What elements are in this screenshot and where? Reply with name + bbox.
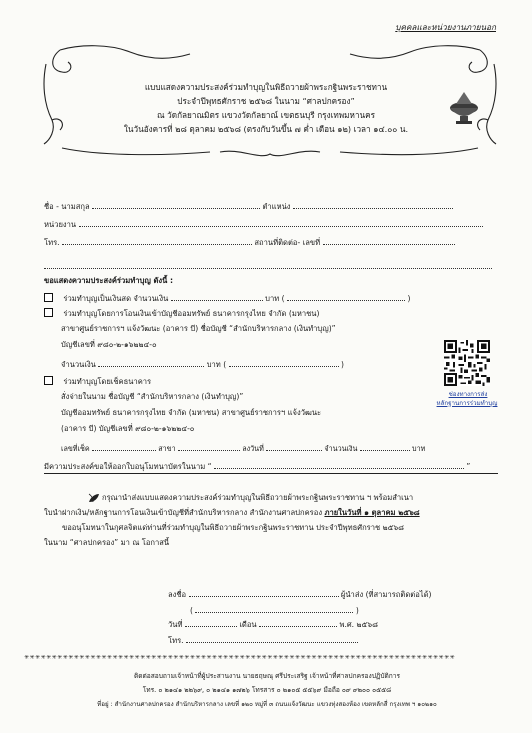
- note-line-2-text: ใบนำฝากเงิน/หลักฐานการโอนเงินเข้าบัญชีที่สำนักบริหารกลาง สำนักงานศาลปกครอง: [44, 508, 325, 517]
- receipt-close-quote: ”: [466, 462, 471, 471]
- sign-row: [168, 588, 431, 600]
- cheque-date-label: ลงวันที่: [242, 444, 264, 453]
- address-continuation-field[interactable]: [44, 254, 492, 273]
- cheque-baht-label: บาท: [412, 444, 426, 453]
- note-line-2: [44, 508, 420, 518]
- cheque-branch-label: สาขา: [158, 444, 176, 453]
- agency-field[interactable]: [79, 218, 483, 227]
- year-label: พ.ศ. ๒๕๖๘: [339, 620, 378, 629]
- note-deadline: ภายในวันที่ ๑ ตุลาคม ๒๕๖๘: [324, 508, 420, 517]
- transfer-amount-field[interactable]: [98, 358, 204, 367]
- cheque-no-field[interactable]: [92, 442, 156, 451]
- cash-option-row: [44, 292, 410, 304]
- cheque-line-1: ร่วมทำบุญโดยเช็คธนาคาร: [63, 377, 152, 386]
- sign-label: ลงชื่อ: [168, 590, 187, 599]
- printed-name-close: ): [355, 606, 359, 615]
- note-line-3: ขออนุโมทนาในกุศลจิตแด่ท่านที่ร่วมทำบุญในพิธีถวายผ้าพระกฐินพระราชทาน ประจำปีพุทธศักราช ๒๕๖๘: [62, 523, 405, 532]
- note-line-4: ในนาม “ศาลปกครอง” มา ณ โอกาสนี้: [44, 538, 170, 547]
- month-label: เดือน: [239, 620, 257, 629]
- sign-field[interactable]: [189, 588, 339, 597]
- cheque-option-row: [44, 376, 151, 387]
- sign-phone-label: โทร.: [168, 636, 184, 645]
- receipt-label: มีความประสงค์ขอให้ออกใบอนุโมทนาบัตรในนาม “: [44, 462, 212, 471]
- transfer-baht-label: บาท (: [206, 360, 227, 369]
- phone-field[interactable]: [62, 236, 252, 245]
- cheque-amount-label: จำนวนเงิน: [324, 444, 358, 453]
- phone-label: โทร.: [44, 238, 60, 247]
- printed-name-row: [190, 604, 359, 616]
- receipt-name-field[interactable]: [214, 460, 464, 469]
- agency-label: หน่วยงาน: [44, 220, 77, 229]
- form-subtitle-venue: ณ วัดกัลยาณมิตร แขวงวัดกัลยาณ์ เขตธนบุรี กรุงเทพมหานคร: [156, 110, 376, 120]
- qr-caption-line-1: ช่องทางการส่ง: [448, 391, 488, 398]
- cash-close-paren: ): [407, 294, 411, 303]
- form-subtitle-date: ในวันอังคารที่ ๒๘ ตุลาคม ๒๕๖๘ (ตรงกับวันขึ้น ๗ ค่ำ เดือน ๑๒) เวลา ๑๔.๐๐ น.: [123, 124, 409, 134]
- leaf-ornament-icon: [88, 493, 100, 503]
- agency-row: [44, 218, 483, 230]
- recipient-type-label: บุคคลและหน่วยงานภายนอก: [395, 22, 496, 32]
- footer-phone: โทร. ๐ ๒๑๔๑ ๒๒๖๙, ๐ ๒๑๔๑ ๑๗๒๖ โทรสาร ๐ ๒๑๐๕ ๕๕๖๙ มือถือ ๐๙ ๙๒๐๐ ๐๕๕๘: [142, 686, 392, 694]
- receipt-name-row: [44, 460, 470, 472]
- position-label: ตำแหน่ง: [262, 202, 291, 211]
- cash-label: ร่วมทำบุญเป็นเงินสด จำนวนเงิน: [63, 294, 169, 303]
- address-field[interactable]: [323, 236, 455, 245]
- name-label: ชื่อ - นามสกุล: [44, 202, 90, 211]
- name-row: [44, 200, 453, 212]
- month-field[interactable]: [259, 618, 337, 627]
- star-divider: ✳✳✳✳✳✳✳✳✳✳✳✳✳✳✳✳✳✳✳✳✳✳✳✳✳✳✳✳✳✳✳✳✳✳✳✳✳✳✳✳✳✳✳✳✳✳✳✳✳✳✳✳✳✳✳✳✳✳✳✳✳✳✳✳✳✳✳✳✳✳✳✳✳✳✳✳✳✳: [24, 655, 456, 661]
- transfer-option-row: [44, 308, 319, 319]
- sign-phone-field[interactable]: [186, 634, 358, 643]
- printed-name-field[interactable]: [195, 604, 353, 613]
- note-line-1: กรุณานำส่งแบบแสดงความประสงค์ร่วมทำบุญในพิธีถวายผ้าพระกฐินพระราชทาน ฯ พร้อมสำเนา: [102, 493, 414, 502]
- address-label: สถานที่ติดต่อ- เลขที่: [254, 238, 321, 247]
- form-title: แบบแสดงความประสงค์ร่วมทำบุญในพิธีถวายผ้าพระกฐินพระราชทาน: [144, 82, 388, 92]
- cheque-bank: บัญชีออมทรัพย์ ธนาคารกรุงไทย จำกัด (มหาชน) สาขาศูนย์ราชการฯ แจ้งวัฒนะ: [61, 408, 322, 417]
- transfer-amount-words-field[interactable]: [229, 358, 339, 367]
- day-field[interactable]: [185, 618, 237, 627]
- transfer-line-2: สาขาศูนย์ราชการฯ แจ้งวัฒนะ (อาคาร บี) ชื่อบัญชี “สำนักบริหารกลาง (เงินทำบุญ)”: [61, 324, 336, 333]
- transfer-line-1: ร่วมทำบุญโดยการโอนเงินเข้าบัญชีออมทรัพย์ ธนาคารกรุงไทย จำกัด (มหาชน): [63, 309, 320, 318]
- cash-amount-field[interactable]: [171, 292, 263, 301]
- qr-caption-line-2: หลักฐานการร่วมทำบุญ: [436, 400, 498, 407]
- donation-intro: ขอแสดงความประสงค์ร่วมทำบุญ ดังนี้ :: [44, 276, 173, 285]
- section-divider: [44, 473, 498, 474]
- cheque-branch-field[interactable]: [178, 442, 240, 451]
- cheque-payee: สั่งจ่ายในนาม ชื่อบัญชี “สำนักบริหารกลาง (เงินทำบุญ)”: [61, 392, 244, 401]
- phone-address-row: [44, 236, 455, 248]
- cash-amount-words-field[interactable]: [287, 292, 405, 301]
- cash-checkbox[interactable]: [44, 293, 53, 302]
- transfer-amount-row: [61, 358, 344, 370]
- position-field[interactable]: [293, 200, 453, 209]
- offering-bowl-emblem-icon: [444, 88, 484, 128]
- form-subtitle-year: ประจำปีพุทธศักราช ๒๕๖๘ ในนาม “ศาลปกครอง”: [177, 96, 355, 106]
- transfer-close-paren: ): [341, 360, 344, 369]
- date-row: [168, 618, 378, 630]
- date-label: วันที่: [168, 620, 183, 629]
- cheque-date-field[interactable]: [266, 442, 322, 451]
- cheque-account-number: (อาคาร บี) บัญชีเลขที่ ๙๘๐-๒-๑๖๒๒๔-๐: [61, 424, 195, 433]
- cheque-details-row: [61, 442, 425, 454]
- transfer-checkbox[interactable]: [44, 308, 53, 317]
- sign-phone-row: [168, 634, 358, 646]
- cheque-checkbox[interactable]: [44, 376, 53, 385]
- transfer-account-number: บัญชีเลขที่ ๙๘๐-๒-๑๖๒๒๔-๐: [61, 340, 157, 349]
- cheque-no-label: เลขที่เช็ค: [61, 444, 90, 453]
- printed-name-open: (: [190, 606, 193, 615]
- name-field[interactable]: [92, 200, 260, 209]
- transfer-amount-label: จำนวนเงิน: [61, 360, 96, 369]
- cheque-amount-field[interactable]: [360, 442, 410, 451]
- footer-contact: ติดต่อสอบถามเจ้าหน้าที่ผู้ประสานงาน นายธฤษณุ ศรีประเสริฐ เจ้าหน้าที่ศาลปกครองปฏิบัติการ: [133, 672, 401, 680]
- footer-address: ที่อยู่ : สำนักงานศาลปกครอง สำนักบริหารกลาง เลขที่ ๑๒๐ หมู่ที่ ๓ ถนนแจ้งวัฒนะ แขวงทุ่งสองห้อง เขตหลักสี่ กรุงเทพ ฯ ๑๐๒๑๐: [97, 701, 437, 708]
- sender-label: ผู้นำส่ง (ที่สามารถติดต่อได้): [340, 590, 432, 599]
- cash-baht-label: บาท (: [265, 294, 285, 303]
- qr-code-icon[interactable]: [444, 340, 490, 386]
